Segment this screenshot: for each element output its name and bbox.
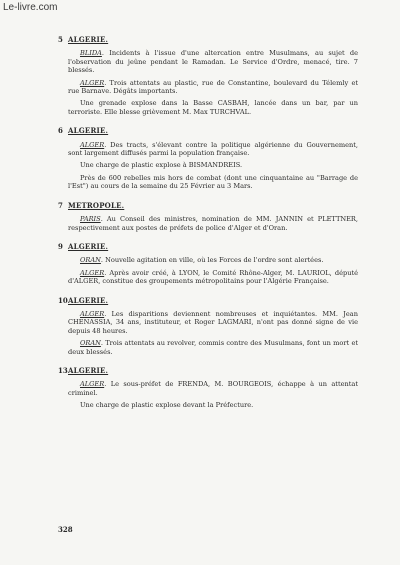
entry-body [68,36,358,120]
entry-day: 13 [58,365,68,375]
entry-paragraph [68,269,358,286]
place-name: ORAN [80,256,101,265]
entry-region: METROPOLE. [68,200,125,210]
place-name: ALGER [80,78,105,87]
entry-paragraph [68,339,358,356]
place-name: ALGER [80,380,105,389]
paragraph-text: . Incidents à l'issue d'une altercation entre Musulmans, au sujet de l'observation du jeûne pendant le Ramadan. Le Service d'Ordre, menacé, tire. 7 blessés. [68,49,358,75]
page-number: 328 [58,525,73,534]
paragraph-text: . Après avoir créé, à LYON, le Comité Rhône-Alger, M. LAURIOL, député d'ALGER, constitue des groupements métropolitains pour l'Algérie Française. [68,268,358,286]
entry-paragraph [68,174,358,191]
chronology-entry [58,127,358,194]
entry-body [68,367,358,414]
chronology-entry [58,36,358,120]
entry-paragraph [68,380,358,397]
place-name: BLIDA [80,49,102,58]
chronology-entry [58,243,358,290]
entry-region: ALGERIE. [68,365,109,375]
entry-body [68,243,358,290]
paragraph-text: Près de 600 rebelles mis hors de combat (dont une cinquantaine au "Barrage de l'Est") au cours de la semaine du 25 Février au 3 Mars. [68,173,358,191]
paragraph-text: Une charge de plastic explose à BISMANDREIS. [80,161,243,170]
entry-region: ALGERIE. [68,35,109,44]
place-name: ALGER [80,268,105,277]
paragraph-text: . Des tracts, s'élevant contre la politique algérienne du Gouvernement, sont largement diffusés parmi la population française. [68,140,358,158]
paragraph-text: . Les disparitions deviennent nombreuses et inquiétantes. MM. Jean CHENASSIA, 34 ans, instituteur, et Roger LAGMARI, n'ont pas donné signe de vie depuis 48 heures. [68,309,358,335]
entry-body [68,297,358,360]
entry-paragraph [68,161,358,169]
entry-body [68,202,358,236]
entry-paragraph [68,79,358,96]
paragraph-text: Une charge de plastic explose devant la Préfecture. [80,401,254,410]
entry-paragraph [68,256,358,264]
paragraph-text: Une grenade explose dans la Basse CASBAH, lancée dans un bar, par un terroriste. Elle blesse grièvement M. Max TURCHVAL. [68,99,358,116]
place-name: PARIS [80,215,101,224]
entry-paragraph [68,49,358,74]
entry-region: ALGERIE. [68,295,109,305]
paragraph-text: . Au Conseil des ministres, nomination de MM. JANNIN et PLETTNER, respectivement aux postes de préfets de police d'Alger et d'Oran. [68,215,358,232]
entry-day: 7 [58,200,63,210]
chronology-entry [58,297,358,360]
chronology-entry [58,202,358,236]
entry-region: ALGERIE. [68,126,109,136]
entry-paragraph [68,310,358,335]
entry-paragraph [68,141,358,158]
place-name: ALGER [80,309,105,318]
entry-paragraph [68,99,358,116]
entry-day: 9 [58,241,63,251]
entry-body [68,127,358,194]
entry-paragraph [68,215,358,232]
place-name: ORAN [80,339,101,348]
place-name: ALGER [80,140,105,149]
paragraph-text: . Le sous-préfet de FRENDA, M. BOURGEOIS, échappe à un attentat criminel. [68,380,358,397]
entry-day: 5 [58,35,63,44]
entry-day: 6 [58,126,63,136]
entry-day: 10 [58,295,68,305]
entry-region: ALGERIE. [68,241,109,251]
chronology-entry [58,367,358,414]
paragraph-text: . Trois attentats au revolver, commis contre des Musulmans, font un mort et deux blessés. [68,339,358,356]
watermark-logo: Le-livre.com [3,2,58,13]
paragraph-text: . Trois attentats au plastic, rue de Constantine, boulevard du Télemly et rue Barnave. Dégâts importants. [68,78,358,96]
paragraph-text: . Nouvelle agitation en ville, où les Forces de l'ordre sont alertées. [100,256,324,265]
entry-paragraph [68,401,358,409]
chronology-page [58,36,358,421]
